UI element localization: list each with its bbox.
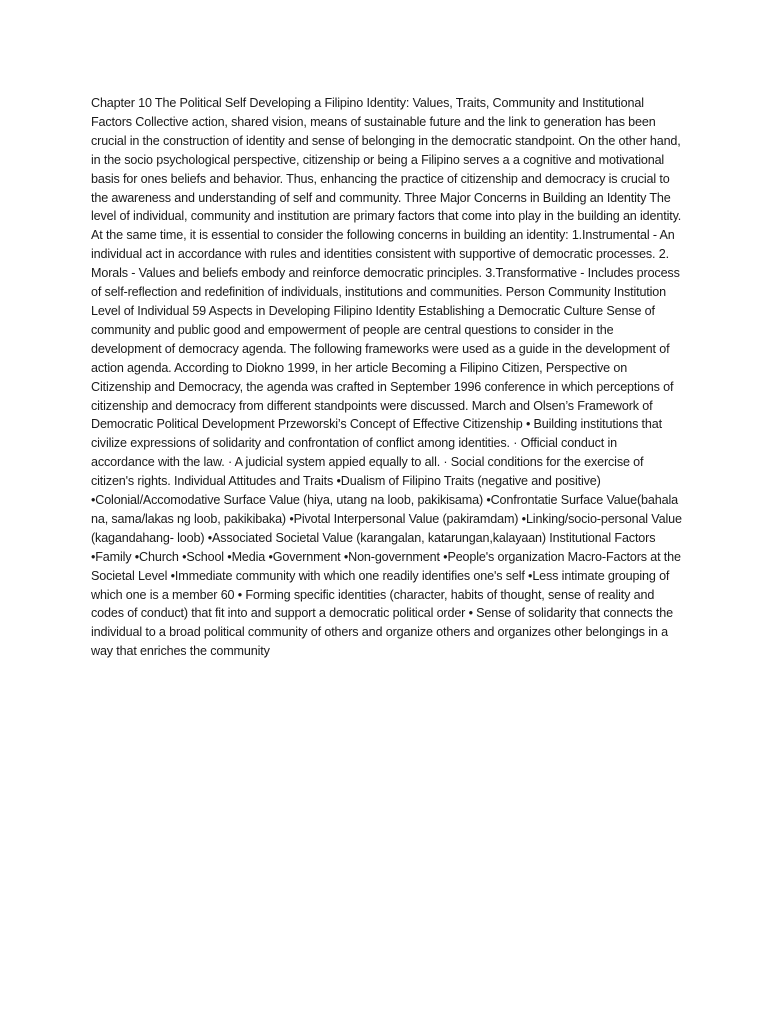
document-body-text: Chapter 10 The Political Self Developing a Filipino Identity: Values, Traits, Community and Institutional Factors Collective action, shared vision, means of sustainable future and the link to generation has been crucial in the construction of identity and sense of belonging in the democratic standpoint. On the other hand, in the socio psychological perspective, citizenship or being a Filipino serves a a cognitive and motivational basis for ones beliefs and behavior. Thus, enhancing the practice of citizenship and democracy is crucial to the awareness and understanding of self and community. Three Major Concerns in Building an Identity The level of individual, community and institution are primary factors that come into play in the building an identity. At the same time, it is essential to consider the following concerns in building an identity: 1.Instrumental - An individual act in accordance with rules and identities consistent with supportive of democratic processes. 2. Morals - Values and beliefs embody and reinforce democratic principles. 3.Transformative - Includes process of self-reflection and redefinition of individuals, institutions and communities. Person Community Institution Level of Individual 59 Aspects in Developing Filipino Identity Establishing a Democratic Culture Sense of community and public good and empowerment of people are central questions to consider in the development of democracy agenda. The following frameworks were used as a guide in the development of action agenda. According to Diokno 1999, in her article Becoming a Filipino Citizen, Perspective on Citizenship and Democracy, the agenda was crafted in September 1996 conference in which perceptions of citizenship and democracy from different standpoints were discussed. March and Olsen’s Framework of Democratic Political Development Przeworski’s Concept of Effective Citizenship • Building institutions that civilize expressions of solidarity and confrontation of conflict among identities. · Official conduct in accordance with the law. · A judicial system appied equally to all. · Social conditions for the exercise of citizen's rights. Individual Attitudes and Traits •Dualism of Filipino Traits (negative and positive) •Colonial/Accomodative Surface Value (hiya, utang na loob, pakikisama) •Confrontatie Surface Value(bahala na, sama/lakas ng loob, pakikibaka) •Pivotal Interpersonal Value (pakiramdam) •Linking/socio-personal Value (kagandahang- loob) •Associated Societal Value (karangalan, katarungan,kalayaan) Institutional Factors •Family •Church •School •Media •Government •Non-government •People's organization Macro-Factors at the Societal Level •Immediate community with which one readily identifies one's self •Less intimate grouping of which one is a member 60 • Forming specific identities (character, habits of thought, sense of reality and codes of conduct) that fit into and support a democratic political order • Sense of solidarity that connects the individual to a broad political community of others and organize others and organizes other belongings in a way that enriches the community [91, 96, 682, 659]
